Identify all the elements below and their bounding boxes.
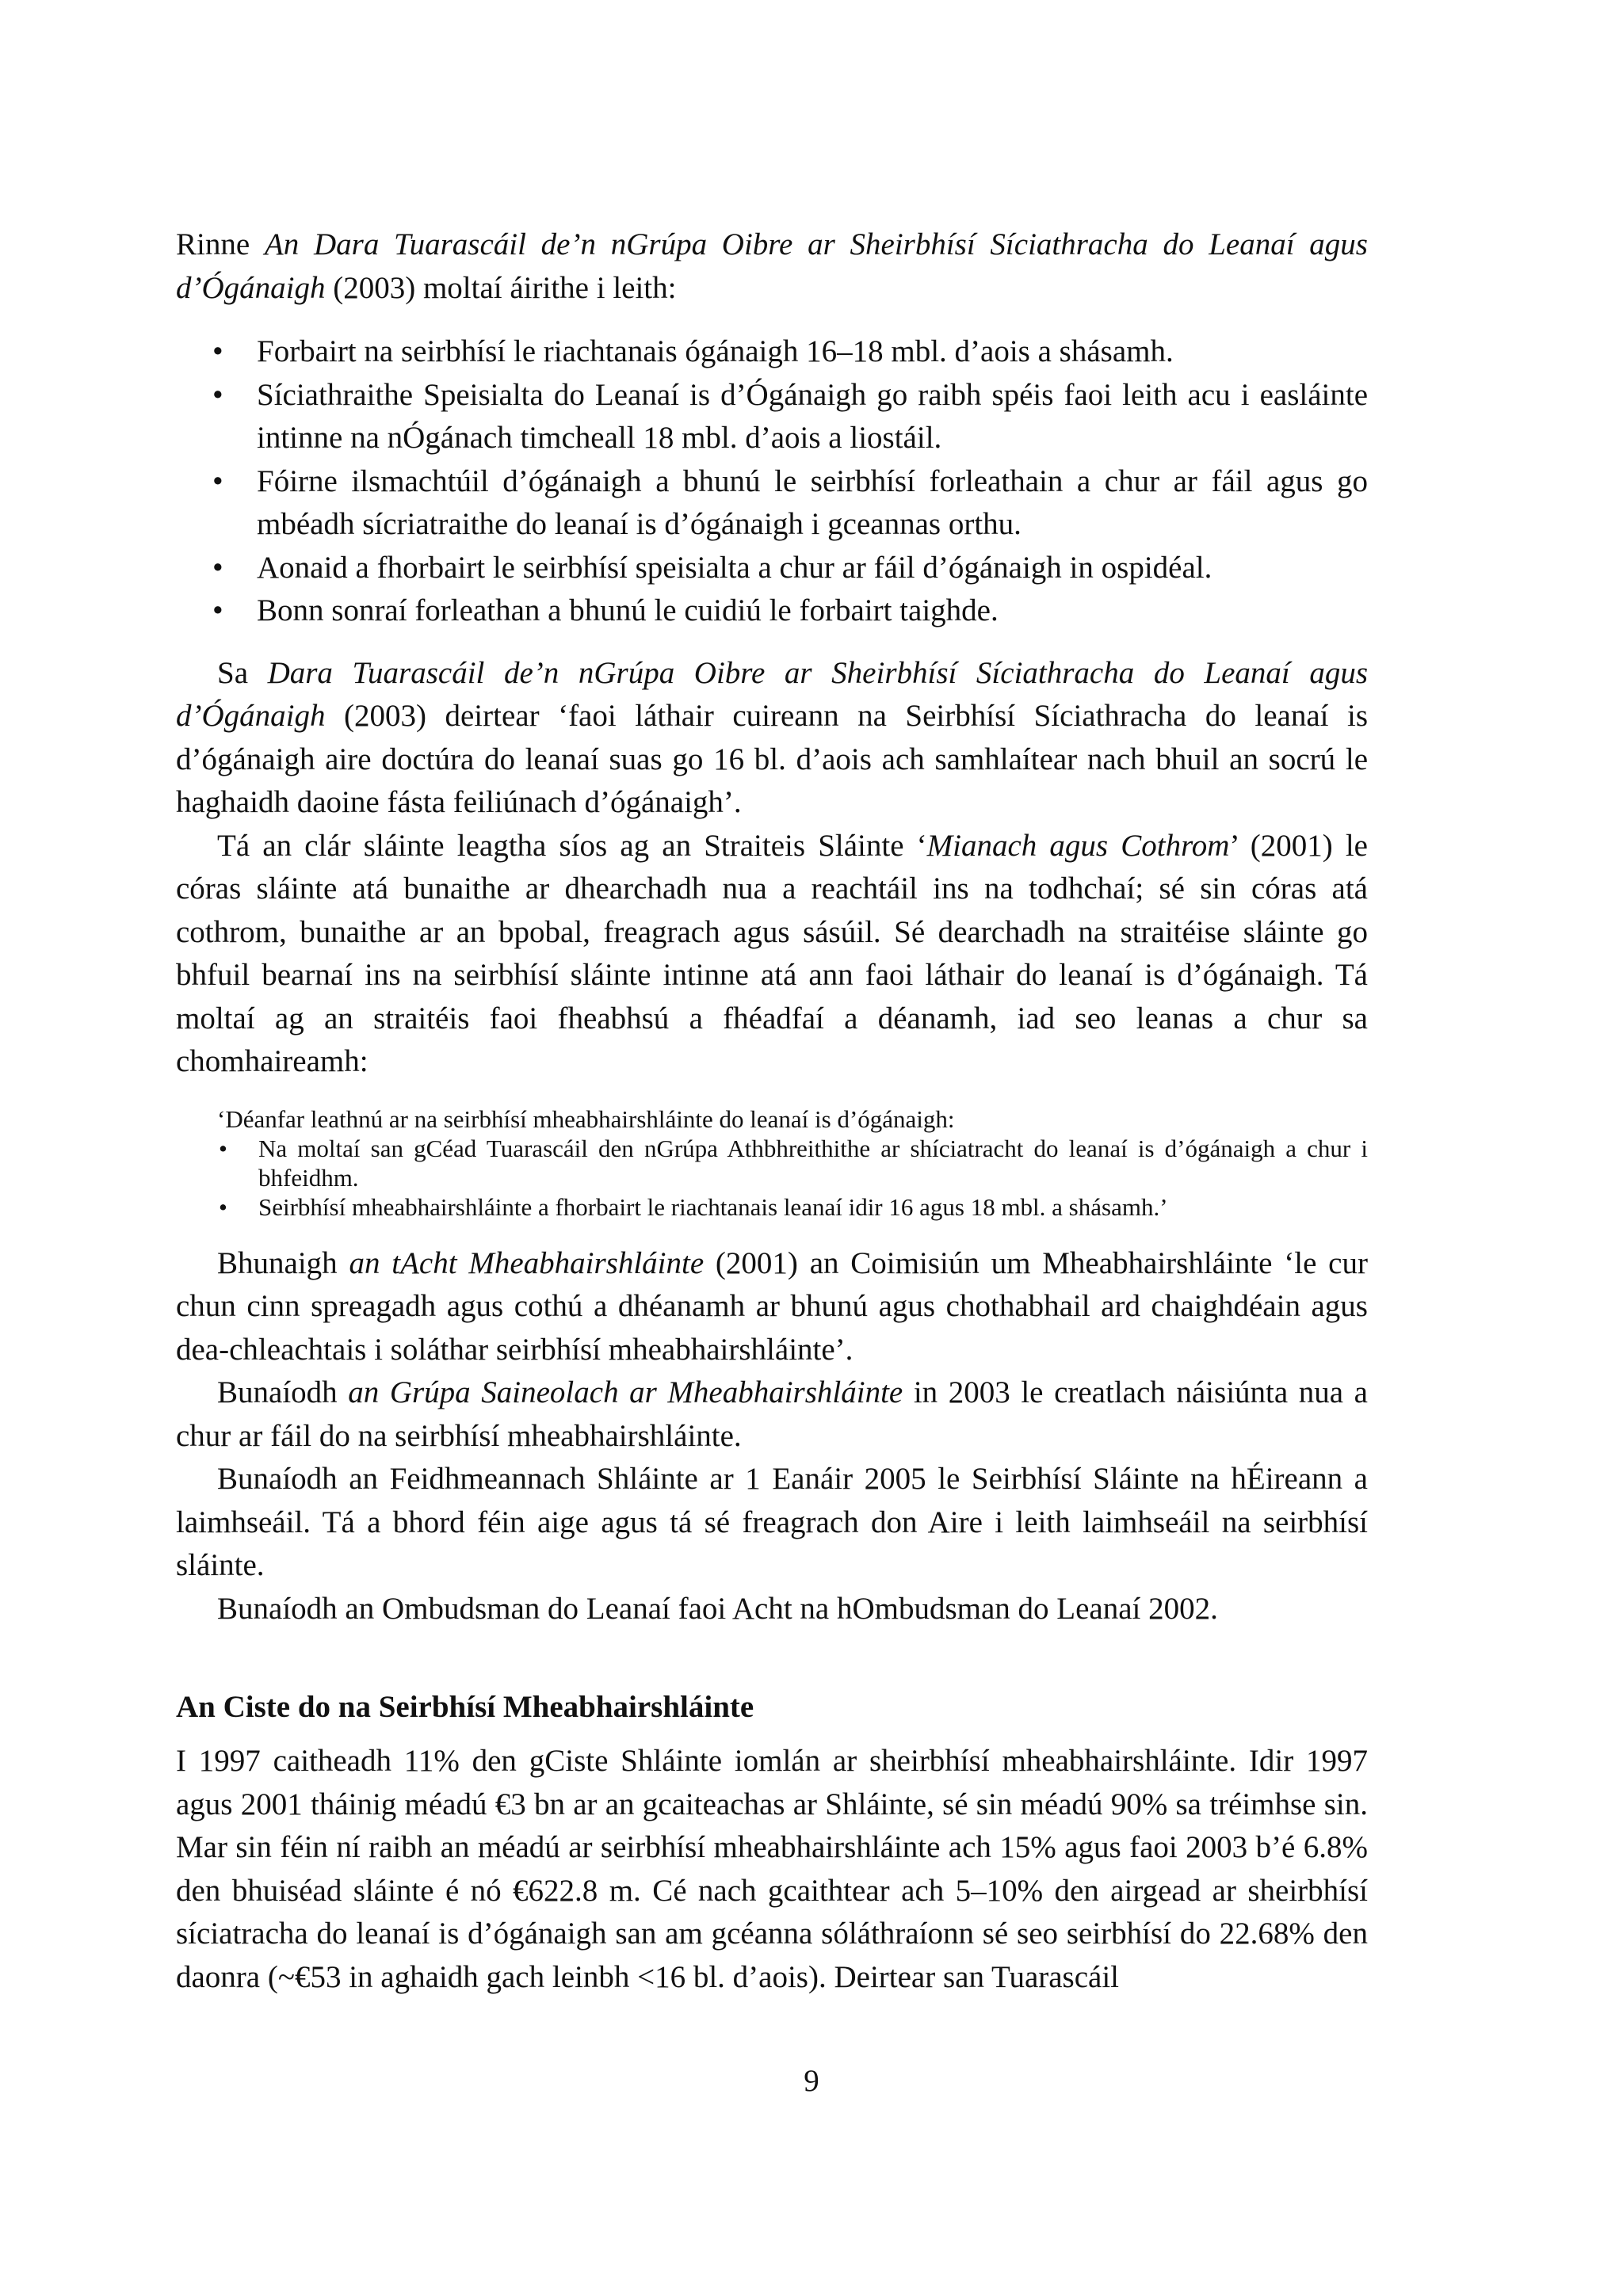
paragraph-expert-group — [176, 1371, 1368, 1458]
text-run: ’ (2001) le córas sláinte atá bunaithe ar dhearchadh nua a reachtáil ins na todhchaí; sé sin córas atá cothrom, bunaithe ar an bpobal, freagrach agus sásúil. Sé dearchadh na straitéise sláinte go bhfuil bearnaí ins na seirbhísí sláinte intinne atá ann faoi láthair do leanaí is d’ógánaigh. Tá moltaí ag an straitéis faoi fheabhsú a fhéadfaí a déanamh, iad seo leanas a chur sa chomhaireamh: — [176, 828, 1368, 1078]
paragraph-ombudsman: Bunaíodh an Ombudsman do Leanaí faoi Acht na hOmbudsman do Leanaí 2002. — [217, 1591, 1218, 1626]
heading-spacer — [176, 1729, 1368, 1740]
paragraph-mental-health-act — [176, 1242, 1368, 1372]
list-item — [176, 460, 1368, 547]
section-spacer — [176, 1630, 1368, 1686]
bullet-icon: • — [212, 377, 223, 412]
text-run: Tá an clár sláinte leagtha síos ag an Straiteis Sláinte ‘ — [217, 828, 927, 863]
bullet-icon: • — [212, 463, 223, 498]
list-item — [176, 330, 1368, 374]
page-body — [176, 223, 1368, 1999]
text-run: in 2003 le creatlach náisiúnta nua a chur ar fáil do na seirbhísí mheabhairshláinte. — [176, 1375, 1368, 1453]
section-heading: An Ciste do na Seirbhísí Mheabhairshláinte — [176, 1690, 754, 1724]
bullet-icon: • — [212, 593, 223, 627]
report-title-italic: An Dara Tuarascáil de’n nGrúpa Oibre ar Sheirbhísí Síciathracha do Leanaí agus d’Ógánaigh — [176, 227, 1368, 305]
group-title-italic: an Grúpa Saineolach ar Mheabhairshláinte — [348, 1375, 903, 1409]
list-item — [176, 547, 1368, 590]
text-run: (2003) deirtear ‘faoi láthair cuireann na Seirbhísí Síciathracha do leanaí is d’ógánaigh aire doctúra do leanaí suas go 16 bl. d’aois ach samhlaítear nach bhuil an socrú le haghaidh daoine fásta feiliúnach d’ógánaigh’. — [176, 699, 1368, 819]
paragraph-funding: I 1997 caitheadh 11% den gCiste Shláinte iomlán ar sheirbhísí mheabhairshláinte. Idir 1997 agus 2001 tháinig méadú €3 bn ar an gcaiteachas ar Shláinte, sé sin méadú 90% sa tréimhse sin. Mar sin féin ní raibh an méadú ar seirbhísí mheabhairshláinte ach 15% agus faoi 2003 b’é 6.8% den bhuiséad sláinte é nó €622.8 m. Cé nach gcaithtear ach 5–10% den airgead ar sheirbhísí síciatracha do leanaí is d’ógánaigh san am gcéanna sóláthraíonn sé seo seirbhísí do 22.68% den daonra (~€53 in aghaidh gach leinbh <16 bl. d’aois). Deirtear san Tuarascáil — [176, 1744, 1368, 1994]
paragraph-second-report — [176, 652, 1368, 825]
paragraph-intro — [176, 223, 1368, 310]
paragraph-hse: Bunaíodh an Feidhmeannach Shláinte ar 1 Eanáir 2005 le Seirbhísí Sláinte na hÉireann a laimhseáil. Tá a bhord féin aige agus tá sé freagrach don Aire i leith laimhseáil na seirbhísí sláinte. — [176, 1462, 1368, 1582]
report-title-italic: Dara Tuarascáil de’n nGrúpa Oibre ar Sheirbhísí Síciathracha do Leanaí agus d’Ógánaigh — [176, 655, 1369, 733]
quote-list-item — [217, 1192, 1368, 1222]
block-quote — [217, 1104, 1368, 1222]
text-run: Sa — [217, 655, 268, 690]
quote-item-text: Na moltaí san gCéad Tuarascáil den nGrúpa Athbhreithithe ar shíciatracht do leanaí is d’ógánaigh a chur i bhfeidhm. — [258, 1134, 1368, 1192]
recommendations-list — [176, 330, 1368, 633]
quote-list-item — [217, 1134, 1368, 1192]
page-number: 9 — [804, 2064, 819, 2098]
bullet-icon: • — [212, 550, 223, 585]
quote-intro: ‘Déanfar leathnú ar na seirbhísí mheabhairshláinte do leanaí is d’ógánaigh: — [217, 1104, 955, 1133]
list-item-text: Bonn sonraí forleathan a bhunú le cuidiú le forbairt taighde. — [257, 593, 999, 627]
quote-item-text: Seirbhísí mheabhairshláinte a fhorbairt le riachtanais leanaí idir 16 agus 18 mbl. a shásamh.’ — [258, 1192, 1168, 1221]
text-run: Bunaíodh — [217, 1375, 349, 1409]
bullet-icon: • — [219, 1134, 227, 1162]
bullet-icon: • — [212, 334, 223, 368]
list-item-text: Síciathraithe Speisialta do Leanaí is d’Ógánaigh go raibh spéis faoi leith acu i easláinte intinne na nÓgánach timcheall 18 mbl. d’aois a liostáil. — [257, 377, 1368, 455]
bullet-icon: • — [219, 1192, 227, 1221]
list-item — [176, 374, 1368, 460]
list-item-text: Forbairt na seirbhísí le riachtanais ógánaigh 16–18 mbl. d’aois a shásamh. — [257, 334, 1174, 368]
list-item-text: Fóirne ilsmachtúil d’ógánaigh a bhunú le seirbhísí forleathain a chur ar fáil agus go mbéadh sícriatraithe do leanaí is d’ógánaigh i gceannas orthu. — [257, 463, 1368, 541]
quote-list — [217, 1134, 1368, 1222]
text-run: Rinne — [176, 227, 265, 261]
act-title-italic: an tAcht Mheabhairshláinte — [349, 1245, 705, 1280]
list-item — [176, 589, 1368, 633]
strategy-title-italic: Mianach agus Cothrom — [926, 828, 1230, 863]
paragraph-health-strategy — [176, 825, 1368, 1084]
list-item-text: Aonaid a fhorbairt le seirbhísí speisialta a chur ar fáil d’ógánaigh in ospidéal. — [257, 550, 1212, 585]
text-run: Bhunaigh — [217, 1245, 349, 1280]
text-run: (2001) an Coimisiún um Mheabhairshláinte ‘le cur chun cinn spreagadh agus cothú a dhéanamh ar bhunú agus chothabhail ard chaighdéain agus dea-chleachtais i soláthar seirbhísí mheabhairshláinte’. — [176, 1245, 1368, 1367]
text-run: (2003) moltaí áirithe i leith: — [325, 270, 677, 305]
